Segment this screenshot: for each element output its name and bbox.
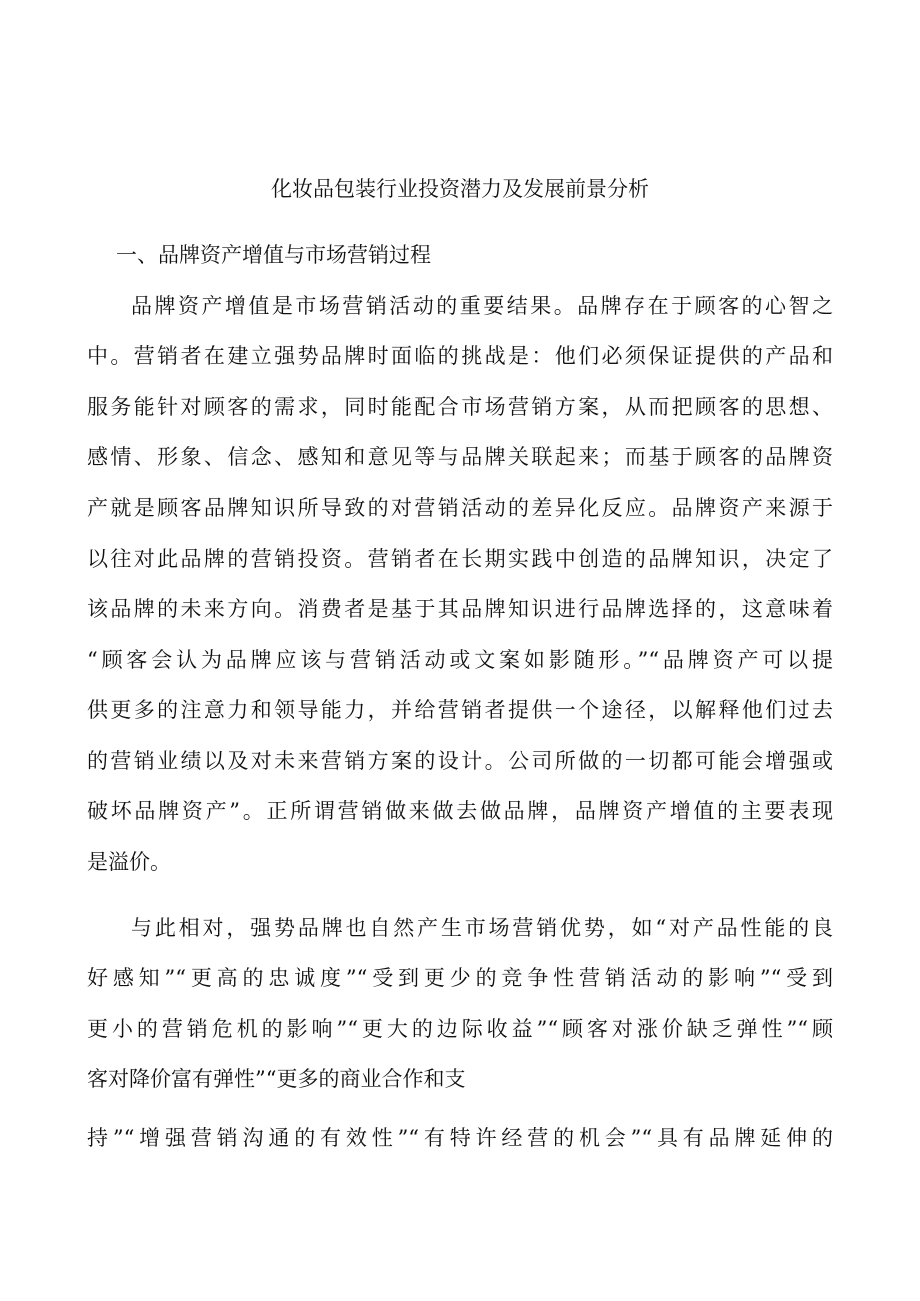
paragraph-line: 是溢价。	[87, 850, 171, 874]
paragraph-line: 该品牌的未来方向。消费者是基于其品牌知识进行品牌选择的，这意味着	[87, 597, 833, 621]
paragraph-line: 品牌资产增值是市场营销活动的重要结果。品牌存在于顾客的心智之	[131, 294, 833, 318]
paragraph-line: 的营销业绩以及对未来营销方案的设计。公司所做的一切都可能会增强或	[87, 749, 833, 773]
document-title: 化妆品包装行业投资潜力及发展前景分析	[271, 177, 649, 201]
paragraph-line: 产就是顾客品牌知识所导致的对营销活动的差异化反应。品牌资产来源于	[87, 496, 833, 520]
paragraph-line: 供更多的注意力和领导能力，并给营销者提供一个途径，以解释他们过去	[87, 698, 833, 722]
paragraph-line: 服务能针对顾客的需求，同时能配合市场营销方案，从而把顾客的思想、	[87, 395, 833, 419]
paragraph-line: 好感知”“更高的忠诚度”“受到更少的竞争性营销活动的影响”“受到	[87, 966, 833, 990]
paragraph-line: 以往对此品牌的营销投资。营销者在长期实践中创造的品牌知识，决定了	[87, 547, 833, 571]
paragraph-line: 感情、形象、信念、感知和意见等与品牌关联起来；而基于顾客的品牌资	[87, 445, 833, 469]
paragraph-line: 破坏品牌资产”。正所谓营销做来做去做品牌，品牌资产增值的主要表现	[87, 799, 833, 823]
paragraph-line: 更小的营销危机的影响”“更大的边际收益”“顾客对涨价缺乏弹性”“顾	[87, 1017, 833, 1041]
paragraph-line: 中。营销者在建立强势品牌时面临的挑战是：他们必须保证提供的产品和	[87, 344, 833, 368]
paragraph-line: “顾客会认为品牌应该与营销活动或文案如影随形。”“品牌资产可以提	[87, 648, 833, 672]
paragraph-line: 与此相对，强势品牌也自然产生市场营销优势，如“对产品性能的良	[131, 916, 833, 940]
paragraph-line: 持”“增强营销沟通的有效性”“有特许经营的机会”“具有品牌延伸的	[87, 1126, 833, 1150]
paragraph-line: 客对降价富有弹性”“更多的商业合作和支	[87, 1067, 466, 1091]
section-heading: 一、品牌资产增值与市场营销过程	[116, 243, 431, 267]
